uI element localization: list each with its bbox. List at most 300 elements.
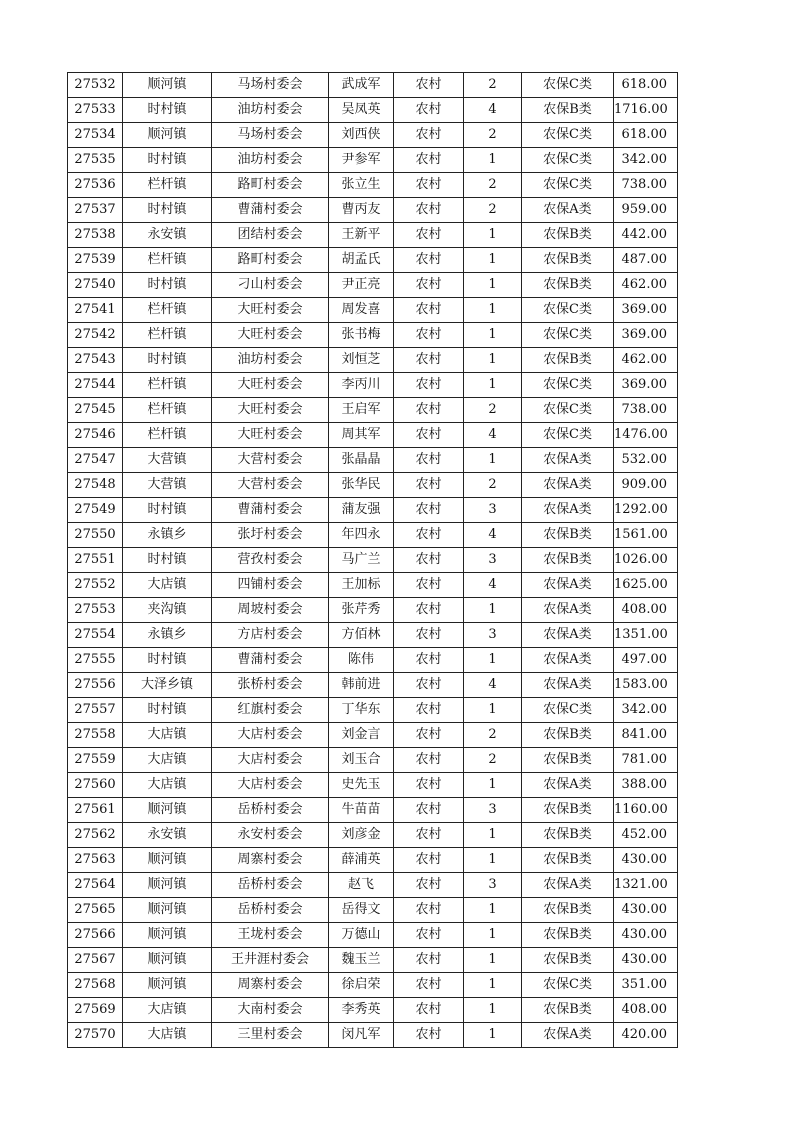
- record-id-cell: 27535: [68, 148, 123, 173]
- table-row: [68, 198, 678, 223]
- town-cell: 时村镇: [123, 98, 212, 123]
- table-row: [68, 573, 678, 598]
- town-cell: 时村镇: [123, 698, 212, 723]
- insurance-category-cell: 农保B类: [522, 998, 614, 1023]
- town-cell: 栏杆镇: [123, 373, 212, 398]
- insurance-category-cell: 农保B类: [522, 923, 614, 948]
- household-type-cell: 农村: [394, 73, 464, 98]
- person-name-cell: 万德山: [329, 923, 394, 948]
- town-cell: 时村镇: [123, 348, 212, 373]
- village-committee-cell: 三里村委会: [212, 1023, 329, 1048]
- household-type-cell: 农村: [394, 273, 464, 298]
- record-id-cell: 27557: [68, 698, 123, 723]
- amount-cell: 1026.00: [614, 548, 678, 573]
- town-cell: 栏杆镇: [123, 173, 212, 198]
- household-type-cell: 农村: [394, 948, 464, 973]
- person-name-cell: 胡孟氏: [329, 248, 394, 273]
- village-committee-cell: 红旗村委会: [212, 698, 329, 723]
- member-count-cell: 3: [464, 548, 522, 573]
- member-count-cell: 1: [464, 923, 522, 948]
- village-committee-cell: 大南村委会: [212, 998, 329, 1023]
- person-name-cell: 刘彦金: [329, 823, 394, 848]
- table-row: [68, 473, 678, 498]
- insurance-category-cell: 农保A类: [522, 473, 614, 498]
- insurance-category-cell: 农保C类: [522, 423, 614, 448]
- table-row: [68, 1023, 678, 1048]
- member-count-cell: 4: [464, 98, 522, 123]
- amount-cell: 1583.00: [614, 673, 678, 698]
- household-type-cell: 农村: [394, 773, 464, 798]
- amount-cell: 342.00: [614, 148, 678, 173]
- insurance-category-cell: 农保B类: [522, 548, 614, 573]
- member-count-cell: 1: [464, 773, 522, 798]
- amount-cell: 369.00: [614, 373, 678, 398]
- person-name-cell: 岳得文: [329, 898, 394, 923]
- member-count-cell: 1: [464, 323, 522, 348]
- record-id-cell: 27558: [68, 723, 123, 748]
- insurance-category-cell: 农保B类: [522, 848, 614, 873]
- town-cell: 大店镇: [123, 998, 212, 1023]
- town-cell: 时村镇: [123, 148, 212, 173]
- table-row: [68, 698, 678, 723]
- person-name-cell: 年四永: [329, 523, 394, 548]
- member-count-cell: 4: [464, 573, 522, 598]
- record-id-cell: 27549: [68, 498, 123, 523]
- record-id-cell: 27543: [68, 348, 123, 373]
- town-cell: 顺河镇: [123, 73, 212, 98]
- amount-cell: 430.00: [614, 848, 678, 873]
- household-type-cell: 农村: [394, 798, 464, 823]
- insurance-category-cell: 农保C类: [522, 323, 614, 348]
- insurance-category-cell: 农保B类: [522, 948, 614, 973]
- table-row: [68, 298, 678, 323]
- member-count-cell: 2: [464, 173, 522, 198]
- town-cell: 夹沟镇: [123, 598, 212, 623]
- table-row: [68, 348, 678, 373]
- town-cell: 大营镇: [123, 448, 212, 473]
- member-count-cell: 1: [464, 973, 522, 998]
- record-id-cell: 27559: [68, 748, 123, 773]
- record-id-cell: 27563: [68, 848, 123, 873]
- insurance-category-cell: 农保A类: [522, 498, 614, 523]
- town-cell: 永安镇: [123, 223, 212, 248]
- insurance-category-cell: 农保C类: [522, 373, 614, 398]
- village-committee-cell: 大旺村委会: [212, 398, 329, 423]
- member-count-cell: 1: [464, 248, 522, 273]
- amount-cell: 408.00: [614, 598, 678, 623]
- member-count-cell: 3: [464, 498, 522, 523]
- household-type-cell: 农村: [394, 873, 464, 898]
- record-id-cell: 27569: [68, 998, 123, 1023]
- household-type-cell: 农村: [394, 998, 464, 1023]
- member-count-cell: 1: [464, 373, 522, 398]
- village-committee-cell: 四铺村委会: [212, 573, 329, 598]
- insurance-category-cell: 农保B类: [522, 523, 614, 548]
- table-row: [68, 498, 678, 523]
- table-row: [68, 173, 678, 198]
- amount-cell: 430.00: [614, 948, 678, 973]
- person-name-cell: 张华民: [329, 473, 394, 498]
- member-count-cell: 1: [464, 698, 522, 723]
- amount-cell: 1292.00: [614, 498, 678, 523]
- roster-table: [67, 72, 678, 1048]
- person-name-cell: 方佰林: [329, 623, 394, 648]
- town-cell: 大泽乡镇: [123, 673, 212, 698]
- town-cell: 时村镇: [123, 198, 212, 223]
- record-id-cell: 27561: [68, 798, 123, 823]
- village-committee-cell: 曹蒲村委会: [212, 198, 329, 223]
- town-cell: 顺河镇: [123, 873, 212, 898]
- person-name-cell: 张书梅: [329, 323, 394, 348]
- person-name-cell: 王新平: [329, 223, 394, 248]
- household-type-cell: 农村: [394, 1023, 464, 1048]
- record-id-cell: 27555: [68, 648, 123, 673]
- amount-cell: 618.00: [614, 73, 678, 98]
- household-type-cell: 农村: [394, 573, 464, 598]
- village-committee-cell: 大营村委会: [212, 473, 329, 498]
- village-committee-cell: 曹蒲村委会: [212, 498, 329, 523]
- amount-cell: 430.00: [614, 898, 678, 923]
- town-cell: 栏杆镇: [123, 423, 212, 448]
- person-name-cell: 赵飞: [329, 873, 394, 898]
- table-row: [68, 148, 678, 173]
- amount-cell: 369.00: [614, 298, 678, 323]
- record-id-cell: 27536: [68, 173, 123, 198]
- member-count-cell: 2: [464, 723, 522, 748]
- amount-cell: 532.00: [614, 448, 678, 473]
- household-type-cell: 农村: [394, 848, 464, 873]
- insurance-category-cell: 农保B类: [522, 748, 614, 773]
- member-count-cell: 1: [464, 298, 522, 323]
- record-id-cell: 27545: [68, 398, 123, 423]
- record-id-cell: 27551: [68, 548, 123, 573]
- town-cell: 大店镇: [123, 773, 212, 798]
- amount-cell: 738.00: [614, 398, 678, 423]
- insurance-category-cell: 农保A类: [522, 648, 614, 673]
- town-cell: 大店镇: [123, 573, 212, 598]
- village-committee-cell: 曹蒲村委会: [212, 648, 329, 673]
- person-name-cell: 王启军: [329, 398, 394, 423]
- town-cell: 大店镇: [123, 1023, 212, 1048]
- insurance-category-cell: 农保A类: [522, 1023, 614, 1048]
- insurance-category-cell: 农保C类: [522, 123, 614, 148]
- record-id-cell: 27533: [68, 98, 123, 123]
- insurance-category-cell: 农保C类: [522, 698, 614, 723]
- record-id-cell: 27547: [68, 448, 123, 473]
- member-count-cell: 1: [464, 1023, 522, 1048]
- town-cell: 大店镇: [123, 723, 212, 748]
- member-count-cell: 1: [464, 223, 522, 248]
- amount-cell: 420.00: [614, 1023, 678, 1048]
- member-count-cell: 4: [464, 423, 522, 448]
- table-row: [68, 898, 678, 923]
- household-type-cell: 农村: [394, 548, 464, 573]
- member-count-cell: 1: [464, 823, 522, 848]
- town-cell: 顺河镇: [123, 923, 212, 948]
- household-type-cell: 农村: [394, 373, 464, 398]
- person-name-cell: 武成军: [329, 73, 394, 98]
- amount-cell: 388.00: [614, 773, 678, 798]
- table-row: [68, 248, 678, 273]
- village-committee-cell: 大旺村委会: [212, 373, 329, 398]
- person-name-cell: 徐启荣: [329, 973, 394, 998]
- record-id-cell: 27537: [68, 198, 123, 223]
- person-name-cell: 张立生: [329, 173, 394, 198]
- table-row: [68, 373, 678, 398]
- record-id-cell: 27542: [68, 323, 123, 348]
- record-id-cell: 27560: [68, 773, 123, 798]
- person-name-cell: 薛浦英: [329, 848, 394, 873]
- town-cell: 永安镇: [123, 823, 212, 848]
- insurance-category-cell: 农保A类: [522, 598, 614, 623]
- person-name-cell: 张芹秀: [329, 598, 394, 623]
- amount-cell: 618.00: [614, 123, 678, 148]
- member-count-cell: 4: [464, 523, 522, 548]
- member-count-cell: 1: [464, 598, 522, 623]
- insurance-category-cell: 农保C类: [522, 973, 614, 998]
- household-type-cell: 农村: [394, 398, 464, 423]
- amount-cell: 959.00: [614, 198, 678, 223]
- household-type-cell: 农村: [394, 973, 464, 998]
- household-type-cell: 农村: [394, 98, 464, 123]
- town-cell: 顺河镇: [123, 798, 212, 823]
- amount-cell: 1351.00: [614, 623, 678, 648]
- amount-cell: 1321.00: [614, 873, 678, 898]
- amount-cell: 408.00: [614, 998, 678, 1023]
- town-cell: 顺河镇: [123, 973, 212, 998]
- village-committee-cell: 油坊村委会: [212, 98, 329, 123]
- household-type-cell: 农村: [394, 748, 464, 773]
- member-count-cell: 1: [464, 273, 522, 298]
- person-name-cell: 韩前进: [329, 673, 394, 698]
- member-count-cell: 4: [464, 673, 522, 698]
- member-count-cell: 3: [464, 623, 522, 648]
- village-committee-cell: 岳桥村委会: [212, 873, 329, 898]
- household-type-cell: 农村: [394, 623, 464, 648]
- household-type-cell: 农村: [394, 698, 464, 723]
- insurance-category-cell: 农保B类: [522, 798, 614, 823]
- amount-cell: 1625.00: [614, 573, 678, 598]
- town-cell: 永镇乡: [123, 523, 212, 548]
- insurance-category-cell: 农保A类: [522, 198, 614, 223]
- table-row: [68, 548, 678, 573]
- person-name-cell: 刘西侠: [329, 123, 394, 148]
- household-type-cell: 农村: [394, 423, 464, 448]
- person-name-cell: 李秀英: [329, 998, 394, 1023]
- amount-cell: 1716.00: [614, 98, 678, 123]
- village-committee-cell: 路町村委会: [212, 248, 329, 273]
- town-cell: 永镇乡: [123, 623, 212, 648]
- person-name-cell: 王加标: [329, 573, 394, 598]
- household-type-cell: 农村: [394, 248, 464, 273]
- insurance-category-cell: 农保A类: [522, 623, 614, 648]
- record-id-cell: 27553: [68, 598, 123, 623]
- village-committee-cell: 周寨村委会: [212, 973, 329, 998]
- insurance-category-cell: 农保B类: [522, 98, 614, 123]
- household-type-cell: 农村: [394, 348, 464, 373]
- village-committee-cell: 方店村委会: [212, 623, 329, 648]
- table-row: [68, 873, 678, 898]
- member-count-cell: 1: [464, 148, 522, 173]
- village-committee-cell: 王井涯村委会: [212, 948, 329, 973]
- insurance-category-cell: 农保A类: [522, 673, 614, 698]
- record-id-cell: 27540: [68, 273, 123, 298]
- record-id-cell: 27554: [68, 623, 123, 648]
- table-row: [68, 73, 678, 98]
- village-committee-cell: 岳桥村委会: [212, 798, 329, 823]
- table-row: [68, 98, 678, 123]
- village-committee-cell: 团结村委会: [212, 223, 329, 248]
- person-name-cell: 尹正亮: [329, 273, 394, 298]
- table-row: [68, 798, 678, 823]
- insurance-category-cell: 农保B类: [522, 723, 614, 748]
- person-name-cell: 尹参军: [329, 148, 394, 173]
- village-committee-cell: 永安村委会: [212, 823, 329, 848]
- village-committee-cell: 周坡村委会: [212, 598, 329, 623]
- amount-cell: 909.00: [614, 473, 678, 498]
- insurance-category-cell: 农保C类: [522, 398, 614, 423]
- record-id-cell: 27541: [68, 298, 123, 323]
- record-id-cell: 27548: [68, 473, 123, 498]
- household-type-cell: 农村: [394, 473, 464, 498]
- household-type-cell: 农村: [394, 898, 464, 923]
- insurance-category-cell: 农保C类: [522, 298, 614, 323]
- insurance-category-cell: 农保B类: [522, 823, 614, 848]
- village-committee-cell: 大营村委会: [212, 448, 329, 473]
- member-count-cell: 1: [464, 848, 522, 873]
- roster-table-body: [68, 73, 678, 1048]
- record-id-cell: 27562: [68, 823, 123, 848]
- record-id-cell: 27546: [68, 423, 123, 448]
- town-cell: 时村镇: [123, 498, 212, 523]
- record-id-cell: 27534: [68, 123, 123, 148]
- household-type-cell: 农村: [394, 648, 464, 673]
- member-count-cell: 2: [464, 73, 522, 98]
- table-row: [68, 273, 678, 298]
- household-type-cell: 农村: [394, 298, 464, 323]
- town-cell: 顺河镇: [123, 948, 212, 973]
- household-type-cell: 农村: [394, 448, 464, 473]
- table-row: [68, 723, 678, 748]
- amount-cell: 342.00: [614, 698, 678, 723]
- town-cell: 栏杆镇: [123, 248, 212, 273]
- amount-cell: 351.00: [614, 973, 678, 998]
- record-id-cell: 27532: [68, 73, 123, 98]
- town-cell: 大店镇: [123, 748, 212, 773]
- amount-cell: 452.00: [614, 823, 678, 848]
- village-committee-cell: 张桥村委会: [212, 673, 329, 698]
- member-count-cell: 2: [464, 398, 522, 423]
- person-name-cell: 丁华东: [329, 698, 394, 723]
- table-row: [68, 973, 678, 998]
- insurance-category-cell: 农保B类: [522, 348, 614, 373]
- record-id-cell: 27568: [68, 973, 123, 998]
- amount-cell: 430.00: [614, 923, 678, 948]
- member-count-cell: 2: [464, 123, 522, 148]
- amount-cell: 369.00: [614, 323, 678, 348]
- table-row: [68, 748, 678, 773]
- village-committee-cell: 张圩村委会: [212, 523, 329, 548]
- insurance-category-cell: 农保B类: [522, 898, 614, 923]
- person-name-cell: 李丙川: [329, 373, 394, 398]
- insurance-category-cell: 农保C类: [522, 148, 614, 173]
- table-row: [68, 923, 678, 948]
- person-name-cell: 周发喜: [329, 298, 394, 323]
- insurance-category-cell: 农保A类: [522, 573, 614, 598]
- person-name-cell: 刘恒芝: [329, 348, 394, 373]
- household-type-cell: 农村: [394, 823, 464, 848]
- amount-cell: 781.00: [614, 748, 678, 773]
- household-type-cell: 农村: [394, 173, 464, 198]
- member-count-cell: 2: [464, 198, 522, 223]
- table-row: [68, 598, 678, 623]
- member-count-cell: 1: [464, 648, 522, 673]
- record-id-cell: 27566: [68, 923, 123, 948]
- household-type-cell: 农村: [394, 323, 464, 348]
- insurance-category-cell: 农保A类: [522, 873, 614, 898]
- insurance-category-cell: 农保A类: [522, 773, 614, 798]
- village-committee-cell: 王垅村委会: [212, 923, 329, 948]
- member-count-cell: 3: [464, 873, 522, 898]
- table-row: [68, 848, 678, 873]
- village-committee-cell: 大店村委会: [212, 748, 329, 773]
- amount-cell: 497.00: [614, 648, 678, 673]
- household-type-cell: 农村: [394, 523, 464, 548]
- town-cell: 顺河镇: [123, 848, 212, 873]
- person-name-cell: 马广兰: [329, 548, 394, 573]
- insurance-category-cell: 农保C类: [522, 73, 614, 98]
- village-committee-cell: 大旺村委会: [212, 298, 329, 323]
- town-cell: 大营镇: [123, 473, 212, 498]
- household-type-cell: 农村: [394, 223, 464, 248]
- town-cell: 顺河镇: [123, 123, 212, 148]
- insurance-category-cell: 农保B类: [522, 248, 614, 273]
- person-name-cell: 刘金言: [329, 723, 394, 748]
- village-committee-cell: 马场村委会: [212, 123, 329, 148]
- village-committee-cell: 油坊村委会: [212, 348, 329, 373]
- record-id-cell: 27550: [68, 523, 123, 548]
- table-row: [68, 648, 678, 673]
- record-id-cell: 27539: [68, 248, 123, 273]
- insurance-category-cell: 农保B类: [522, 223, 614, 248]
- person-name-cell: 史先玉: [329, 773, 394, 798]
- village-committee-cell: 岳桥村委会: [212, 898, 329, 923]
- amount-cell: 841.00: [614, 723, 678, 748]
- town-cell: 时村镇: [123, 648, 212, 673]
- table-row: [68, 323, 678, 348]
- town-cell: 顺河镇: [123, 898, 212, 923]
- amount-cell: 487.00: [614, 248, 678, 273]
- person-name-cell: 刘玉合: [329, 748, 394, 773]
- household-type-cell: 农村: [394, 673, 464, 698]
- record-id-cell: 27544: [68, 373, 123, 398]
- table-row: [68, 223, 678, 248]
- village-committee-cell: 大店村委会: [212, 773, 329, 798]
- amount-cell: 462.00: [614, 348, 678, 373]
- record-id-cell: 27538: [68, 223, 123, 248]
- person-name-cell: 蒲友强: [329, 498, 394, 523]
- town-cell: 时村镇: [123, 548, 212, 573]
- household-type-cell: 农村: [394, 198, 464, 223]
- member-count-cell: 1: [464, 448, 522, 473]
- village-committee-cell: 大旺村委会: [212, 323, 329, 348]
- household-type-cell: 农村: [394, 723, 464, 748]
- record-id-cell: 27564: [68, 873, 123, 898]
- town-cell: 栏杆镇: [123, 323, 212, 348]
- person-name-cell: 陈伟: [329, 648, 394, 673]
- amount-cell: 442.00: [614, 223, 678, 248]
- table-row: [68, 673, 678, 698]
